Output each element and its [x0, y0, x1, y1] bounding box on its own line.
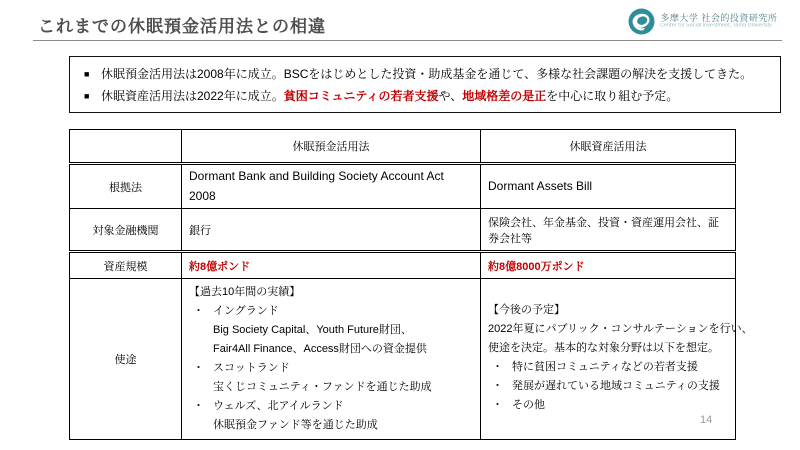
usage-deposit-cell [182, 279, 481, 440]
list-item: ・ イングランド [189, 302, 473, 321]
usage-assets-cell [481, 279, 753, 440]
emphasis-youth-support: 貧困コミュニティの若者支援 [283, 89, 439, 104]
emphasis-regional-gap: 地域格差の是正 [462, 89, 547, 104]
asset-scale-assets: 約8億8000万ポンド [481, 252, 736, 279]
target-institutions-assets: 保険会社、年金基金、投資・資産運用会社、証券会社等 [481, 209, 736, 252]
target-institutions-deposit: 銀行 [182, 209, 481, 252]
logo-en-name: Center for Social Investment, Tama University [660, 23, 773, 29]
tama-university-csi-logo [628, 8, 782, 35]
dot-bullet-icon: ・ [492, 380, 503, 392]
list-item: ・ その他 [488, 396, 728, 415]
row-label-asset-scale: 資産規模 [70, 252, 182, 279]
table-row-legal-basis [70, 164, 736, 209]
dot-bullet-icon: ・ [492, 399, 503, 411]
page-number: 14 [700, 414, 713, 426]
dot-bullet-icon: ・ [492, 361, 503, 373]
table-row-usage [70, 279, 736, 440]
asset-scale-deposit: 約8億ポンド [182, 252, 481, 279]
logo-swirl-icon [628, 8, 655, 35]
comparison-table [69, 129, 753, 440]
summary-bullet-2-text: 休眠資産活用法は2022年に成立。貧困コミュニティの若者支援や、地域格差の是正を中心に取り組む予定。 [101, 89, 679, 104]
list-item-continuation: 休眠預金ファンド等を通じた助成 [213, 419, 378, 431]
dot-bullet-icon: ・ [193, 305, 204, 317]
logo-text [660, 13, 782, 30]
list-item-continuation: Fair4All Finance、Access財団への資金提供 [213, 343, 427, 355]
summary-bullet-1 [84, 65, 770, 82]
usage-future-heading: 【今後の予定】 [488, 304, 565, 316]
table-row-asset-scale [70, 252, 736, 279]
table-header-row [70, 130, 736, 164]
usage-future-line: 2022年夏にパブリック・コンサルテーションを行い、 [488, 323, 753, 335]
summary-bullet-2 [84, 87, 770, 104]
square-bullet-icon: ■ [84, 68, 90, 79]
square-bullet-icon: ■ [84, 91, 90, 102]
title-underline [33, 40, 782, 41]
legal-basis-deposit: Dormant Bank and Building Society Account Act 2008 [182, 164, 481, 209]
summary-box [69, 56, 781, 113]
usage-future-line: 使途を決定。基本的な対象分野は以下を想定。 [488, 342, 719, 354]
header-dormant-deposit-act: 休眠預金活用法 [182, 130, 481, 164]
row-label-legal-basis: 根拠法 [70, 164, 182, 209]
header-empty-cell [70, 130, 182, 164]
header-dormant-assets-act: 休眠資産活用法 [481, 130, 736, 164]
list-item: ・ ウェルズ、北アイルランド [189, 397, 473, 416]
list-item: ・ 特に貧困コミュニティなどの若者支援 [488, 358, 728, 377]
row-label-target-institutions: 対象金融機関 [70, 209, 182, 252]
logo-jp-name: 多摩大学 社会的投資研究所 [660, 12, 778, 23]
list-item: ・ スコットランド [189, 359, 473, 378]
dot-bullet-icon: ・ [193, 362, 204, 374]
list-item-continuation: Big Society Capital、Youth Future財団、 [213, 324, 412, 336]
legal-basis-assets: Dormant Assets Bill [481, 164, 736, 209]
row-label-usage: 使途 [70, 279, 182, 440]
list-item: ・ 発展が遅れている地域コミュニティの支援 [488, 377, 728, 396]
table-row-target-institutions [70, 209, 736, 252]
dot-bullet-icon: ・ [193, 400, 204, 412]
list-item-continuation: 宝くじコミュニティ・ファンドを通じた助成 [213, 381, 432, 393]
page-title: これまでの休眠預金活用法との相違 [38, 17, 326, 36]
usage-past-heading: 【過去10年間の実績】 [189, 286, 301, 298]
summary-bullet-1-text: 休眠預金活用法は2008年に成立。BSCをはじめとした投資・助成基金を通じて、多様な社会課題の解決を支援してきた。 [101, 66, 753, 81]
